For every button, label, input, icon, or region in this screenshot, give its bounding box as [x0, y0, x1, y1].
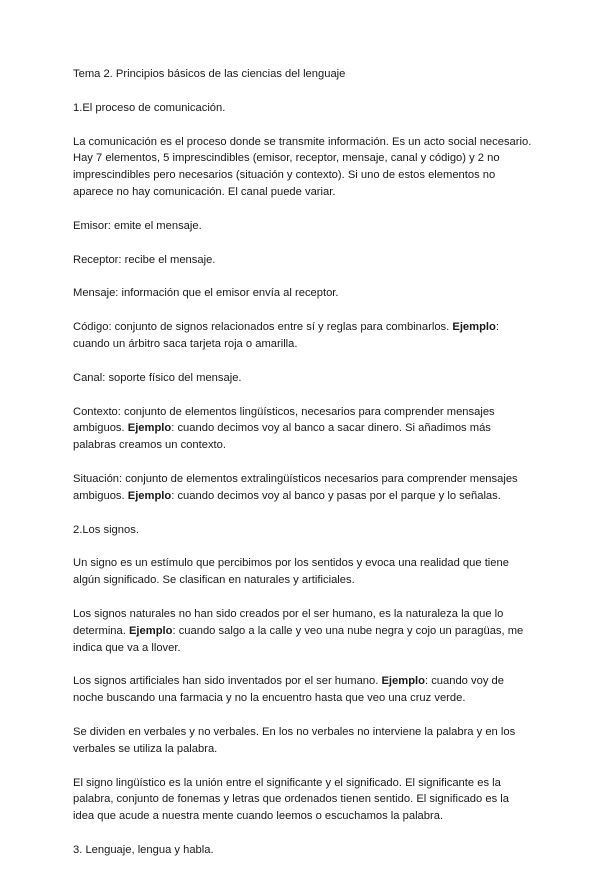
ejemplo-label: Ejemplo — [452, 321, 496, 334]
paragraph-situacion — [73, 471, 533, 505]
codigo-text: Código: conjunto de signos relacionados entre sí y reglas para combinarlos. — [73, 321, 453, 334]
paragraph-emisor: Emisor: emite el mensaje. — [73, 219, 202, 232]
ejemplo-label: Ejemplo — [128, 624, 173, 637]
paragraph-receptor: Receptor: recibe el mensaje. — [73, 253, 216, 266]
paragraph-signo-linguistico: El signo lingüístico es la unión entre el significante y el significado. El significante es la palabra, conjunto de fonemas y letras que ordenados tienen sentido. El significado es la idea que acude a nuestra mente cuando leemos o escuchamos la palabra. — [73, 776, 509, 823]
codigo-example: : cuando un árbitro saca tarjeta roja o amarilla. — [73, 321, 499, 350]
situacion-example: : cuando decimos voy al banco y pasas por el parque y lo señalas. — [171, 489, 501, 502]
section-heading-1: 1.El proceso de comunicación. — [73, 101, 226, 114]
naturales-example: : cuando salgo a la calle y veo una nube negra y cojo un paragüas, me indica que va a llover. — [73, 624, 524, 654]
ejemplo-label: Ejemplo — [127, 489, 172, 502]
artificiales-example: : cuando voy de noche buscando una farmacia y no la encuentro hasta que veo una cruz verde. — [73, 675, 504, 705]
paragraph-naturales — [73, 606, 533, 656]
naturales-text: Los signos naturales no han sido creados por el ser humano, es la naturaleza la que lo determina. — [73, 607, 504, 637]
paragraph-codigo — [73, 319, 533, 353]
paragraph-canal: Canal: soporte físico del mensaje. — [73, 371, 242, 384]
paragraph-mensaje: Mensaje: información que el emisor envía al receptor. — [73, 287, 339, 300]
paragraph-verbales: Se dividen en verbales y no verbales. En los no verbales no interviene la palabra y en los verbales se utiliza la palabra. — [73, 725, 516, 755]
situacion-text: Situación: conjunto de elementos extralingüísticos necesarios para comprender mensajes ambiguos. — [73, 472, 518, 502]
paragraph-artificiales — [73, 673, 533, 707]
paragraph-signo-def: Un signo es un estímulo que percibimos por los sentidos y evoca una realidad que tiene algún significado. Se clasifican en naturales y artificiales. — [73, 557, 509, 587]
section-heading-2: 2.Los signos. — [73, 523, 139, 536]
ejemplo-label: Ejemplo — [127, 422, 172, 435]
contexto-example: : cuando decimos voy al banco a sacar dinero. Si añadimos más palabras creamos un contexto. — [73, 422, 491, 452]
document-page — [73, 66, 533, 876]
paragraph-intro: La comunicación es el proceso donde se transmite información. Es un acto social necesario. Hay 7 elementos, 5 imprescindibles (emisor, receptor, mensaje, canal y código) y 2 no imprescindibles pero necesarios (situación y contexto). Si uno de estos elementos no aparece no hay comunicación. El canal puede variar. — [73, 135, 532, 198]
document-title: Tema 2. Principios básicos de las ciencias del lenguaje — [73, 68, 346, 80]
ejemplo-label: Ejemplo — [381, 675, 425, 688]
paragraph-contexto — [73, 404, 533, 454]
contexto-text: Contexto: conjunto de elementos lingüísticos, necesarios para comprender mensajes ambiguos. — [73, 405, 495, 435]
section-heading-3: 3. Lenguaje, lengua y habla. — [73, 843, 214, 856]
artificiales-text: Los signos artificiales han sido inventados por el ser humano. — [73, 675, 382, 688]
